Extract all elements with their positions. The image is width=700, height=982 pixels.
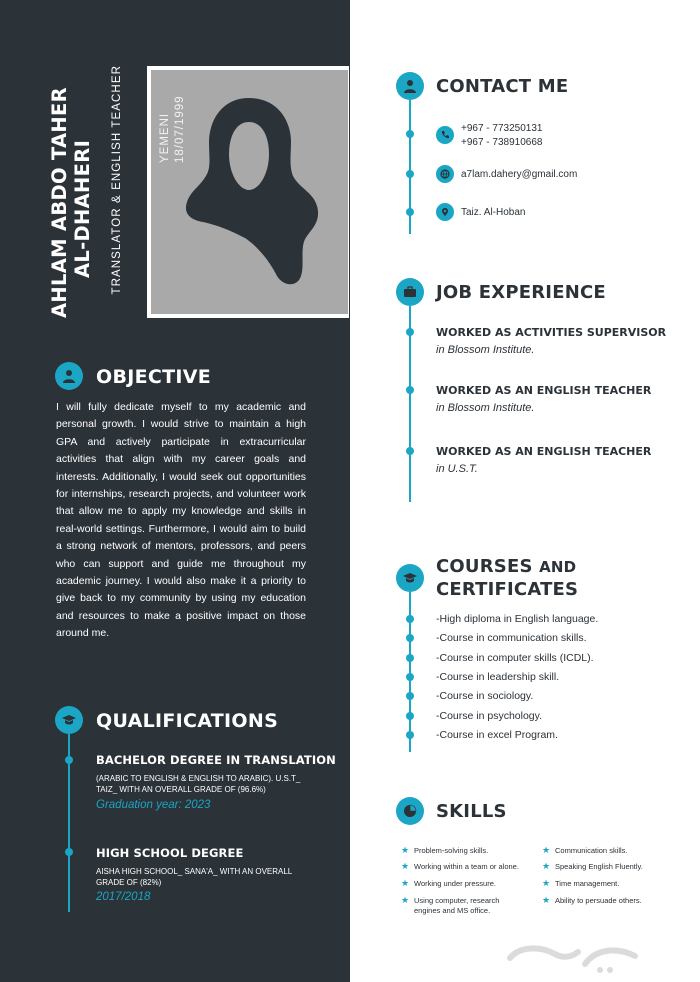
timeline-dot <box>406 130 414 138</box>
timeline-dot <box>406 386 414 394</box>
location: Taiz. Al-Hoban <box>461 207 526 218</box>
watermark-logo <box>500 936 650 982</box>
phone-2[interactable]: +967 - 738910668 <box>461 137 543 148</box>
objective-icon <box>55 362 83 390</box>
skill-item: Working within a team or alone. <box>414 862 519 871</box>
timeline-dot <box>406 654 414 662</box>
objective-heading: OBJECTIVE <box>96 366 212 388</box>
course-item: -Course in sociology. <box>436 690 534 702</box>
timeline-dot <box>406 328 414 336</box>
star-icon: ★ <box>401 845 410 855</box>
full-name <box>48 58 106 318</box>
skill-item: Communication skills. <box>555 846 628 855</box>
job-title: WORKED AS ACTIVITIES SUPERVISOR <box>436 326 667 339</box>
skill-item: Time management. <box>555 879 620 888</box>
contact-heading: CONTACT ME <box>436 76 569 97</box>
star-icon: ★ <box>401 895 410 905</box>
star-icon: ★ <box>542 845 551 855</box>
qualification-year: 2017/2018 <box>96 891 151 903</box>
job-title: WORKED AS AN ENGLISH TEACHER <box>436 445 652 458</box>
map-pin-icon <box>436 203 454 221</box>
skill-item: Using computer, research engines and MS office. <box>414 896 500 915</box>
skills-heading: SKILLS <box>436 801 507 822</box>
course-item: -Course in computer skills (ICDL). <box>436 652 594 664</box>
timeline-dot <box>406 170 414 178</box>
course-item: -High diploma in English language. <box>436 613 599 625</box>
qualifications-heading: QUALIFICATIONS <box>96 710 279 732</box>
phone-icon <box>436 126 454 144</box>
timeline-dot <box>406 634 414 642</box>
star-icon: ★ <box>401 878 410 888</box>
globe-icon <box>436 165 454 183</box>
qualification-title: HIGH SCHOOL DEGREE <box>96 846 244 860</box>
timeline-dot <box>65 848 73 856</box>
timeline-dot <box>406 712 414 720</box>
timeline-dot <box>65 756 73 764</box>
name-line-1: AHLAM ABDO TAHER <box>48 87 71 318</box>
job-title: WORKED AS AN ENGLISH TEACHER <box>436 384 652 397</box>
qualification-desc: AISHA HIGH SCHOOL_ SANA'A_ WITH AN OVERALL GRADE OF (82%) <box>96 867 292 887</box>
course-item: -Course in psychology. <box>436 710 543 722</box>
course-item: -Course in leadership skill. <box>436 671 560 683</box>
contact-icon <box>396 72 424 100</box>
pie-chart-icon <box>396 797 424 825</box>
job-place: in U.S.T. <box>436 463 478 475</box>
job-title: TRANSLATOR & ENGLISH TEACHER <box>111 65 123 295</box>
skill-item: Problem-solving skills. <box>414 846 489 855</box>
personal-info <box>158 73 194 163</box>
objective-text: I will fully dedicate myself to my academic and personal growth. I would strive to maintain a high GPA and actively participate in extracurricular activities that align with my career goals and interests. Additionally, I would seek out opportunities for internships, research projects, and volunteer work that allow me to apply my knowledge and skills in real-world settings. Furthermore, I would aim to build a strong network of mentors, professors, and peers who can support and guide me throughout my academic journey. I would also make it a priority to give back to my community by using my education and resources to make a positive impact on those around me. <box>56 401 306 640</box>
courses-heading-part1: COURSES <box>436 556 533 577</box>
nationality: YEMENI <box>159 112 171 163</box>
graduation-cap-icon <box>396 564 424 592</box>
courses-heading <box>436 556 578 600</box>
experience-heading: JOB EXPERIENCE <box>436 282 606 303</box>
star-icon: ★ <box>401 861 410 871</box>
phone-1[interactable]: +967 - 773250131 <box>461 123 543 134</box>
skill-item: Speaking English Fluently. <box>555 862 643 871</box>
qualification-year: Graduation year: 2023 <box>96 799 211 811</box>
briefcase-icon <box>396 278 424 306</box>
job-place: in Blossom Institute. <box>436 344 535 356</box>
course-item: -Course in excel Program. <box>436 729 558 741</box>
timeline-dot <box>406 692 414 700</box>
qualifications-icon <box>55 706 83 734</box>
timeline-dot <box>406 731 414 739</box>
name-line-2: AL-DHAHERI <box>71 139 94 278</box>
course-item: -Course in communication skills. <box>436 632 587 644</box>
timeline-dot <box>406 447 414 455</box>
courses-heading-part2: AND <box>539 558 577 576</box>
timeline-dot <box>406 208 414 216</box>
skill-item: Working under pressure. <box>414 879 496 888</box>
timeline-dot <box>406 615 414 623</box>
qualification-title: BACHELOR DEGREE IN TRANSLATION <box>96 753 336 767</box>
email[interactable]: a7lam.dahery@gmail.com <box>461 169 578 180</box>
birthdate: 18/07/1999 <box>174 95 186 163</box>
job-place: in Blossom Institute. <box>436 402 535 414</box>
star-icon: ★ <box>542 861 551 871</box>
qualification-desc: (ARABIC TO ENGLISH & ENGLISH TO ARABIC). U.S.T_ TAIZ_ WITH AN OVERALL GRADE OF (96.6%) <box>96 774 301 794</box>
star-icon: ★ <box>542 895 551 905</box>
skill-item: Ability to persuade others. <box>555 896 642 905</box>
courses-heading-line2: CERTIFICATES <box>436 579 579 600</box>
timeline-dot <box>406 673 414 681</box>
star-icon: ★ <box>542 878 551 888</box>
